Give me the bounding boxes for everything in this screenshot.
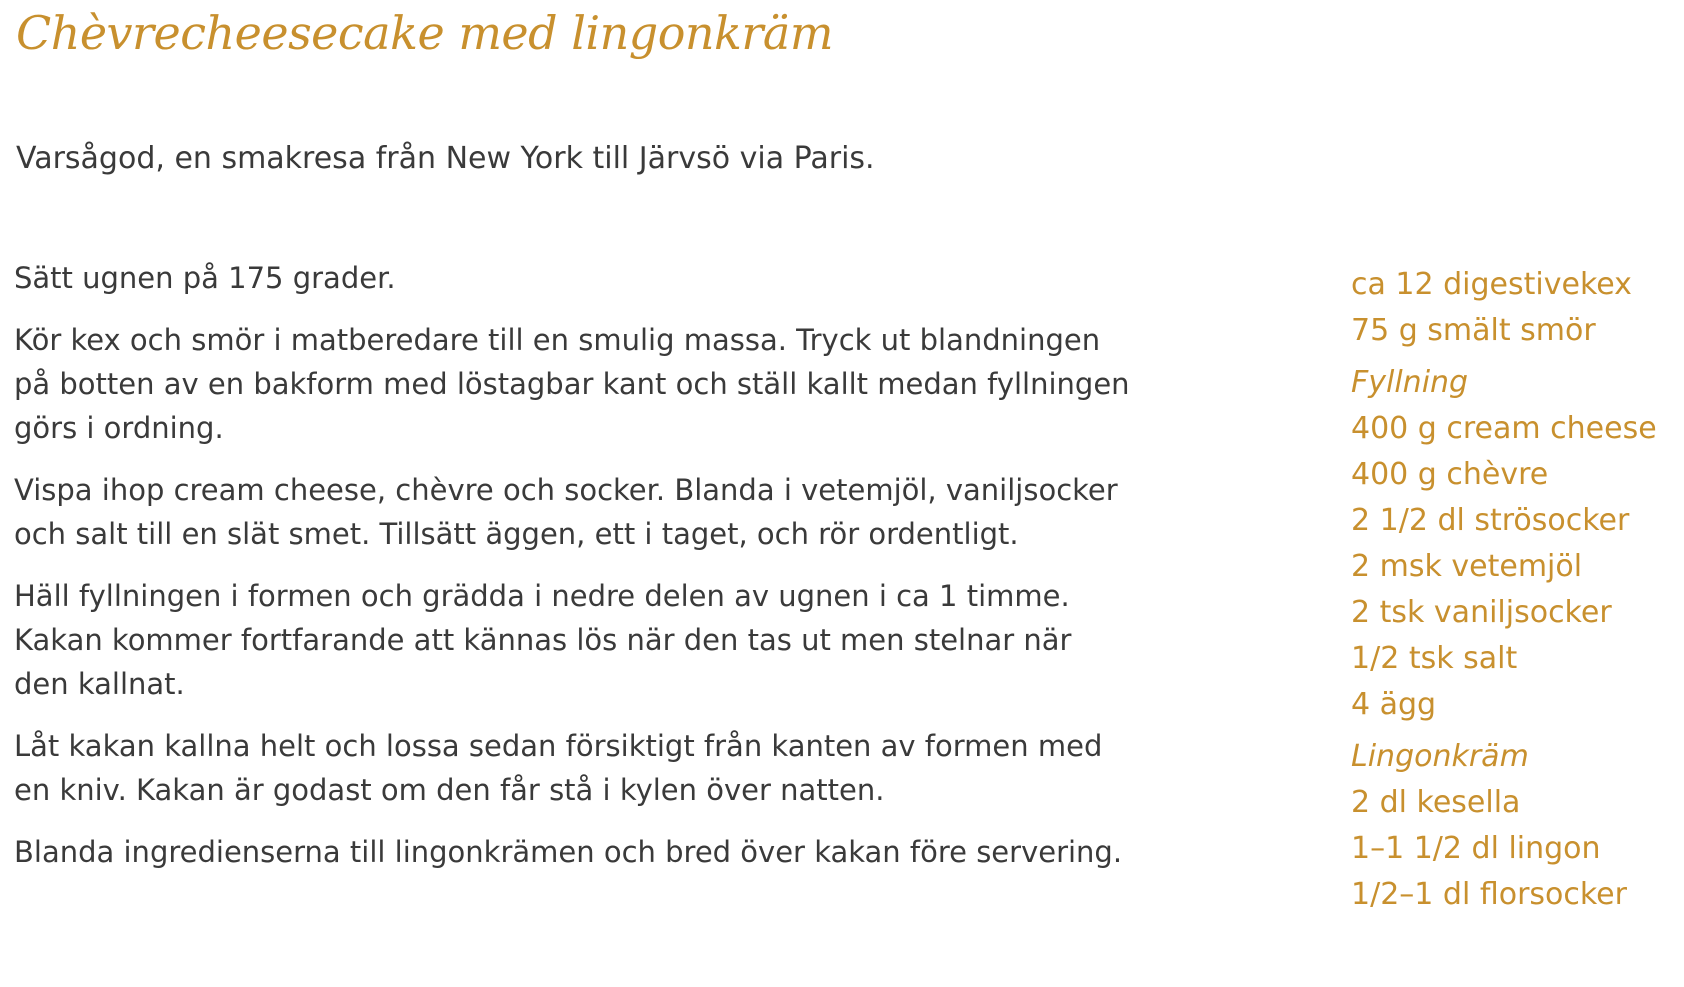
ingredient-item: 4 ägg [1351,687,1437,722]
ingredient-item: 400 g chèvre [1351,457,1549,492]
ingredient-item: ca 12 digestivekex [1351,267,1632,302]
ingredient-item: 2 tsk vaniljsocker [1351,595,1612,630]
recipe-intro: Varsågod, en smakresa från New York till Järvsö via Paris. [16,141,875,176]
ingredient-group-cream [1351,734,1681,918]
ingredient-item: 2 dl kesella [1351,785,1521,820]
ingredient-heading-cream: Lingonkräm [1351,739,1529,774]
method-step: Blanda ingredienserna till lingonkrämen och bred över kakan före servering. [14,835,1123,869]
method-step: Sätt ugnen på 175 grader. [14,261,396,295]
recipe-title: Chèvrecheesecake med lingonkräm [16,6,833,60]
ingredient-list [1351,262,1681,924]
ingredient-group-filling [1351,360,1681,728]
ingredient-heading-filling: Fyllning [1351,365,1469,400]
method-steps [14,256,1264,892]
ingredient-item: 1–1 1/2 dl lingon [1351,831,1601,866]
method-step: Vispa ihop cream cheese, chèvre och socker. Blanda i vetemjöl, vaniljsocker och salt till en slät smet. Tillsätt äggen, ett i taget, och rör ordentligt. [14,473,1118,551]
method-step: Kör kex och smör i matberedare till en smulig massa. Tryck ut blandningen på botten av en bakform med löstagbar kant och ställ kallt medan fyllningen görs i ordning. [14,323,1130,445]
ingredient-group-base [1351,262,1681,354]
ingredient-item: 2 msk vetemjöl [1351,549,1583,584]
ingredient-item: 75 g smält smör [1351,313,1596,348]
ingredient-item: 400 g cream cheese [1351,411,1657,446]
method-step: Häll fyllningen i formen och grädda i nedre delen av ugnen i ca 1 timme. Kakan kommer fortfarande att kännas lös när den tas ut men stelnar när den kallnat. [14,579,1072,701]
ingredient-item: 1/2 tsk salt [1351,641,1518,676]
ingredient-item: 2 1/2 dl strösocker [1351,503,1630,538]
ingredient-item: 1/2–1 dl florsocker [1351,877,1627,912]
method-step: Låt kakan kallna helt och lossa sedan försiktigt från kanten av formen med en kniv. Kakan är godast om den får stå i kylen över natten. [14,729,1103,807]
